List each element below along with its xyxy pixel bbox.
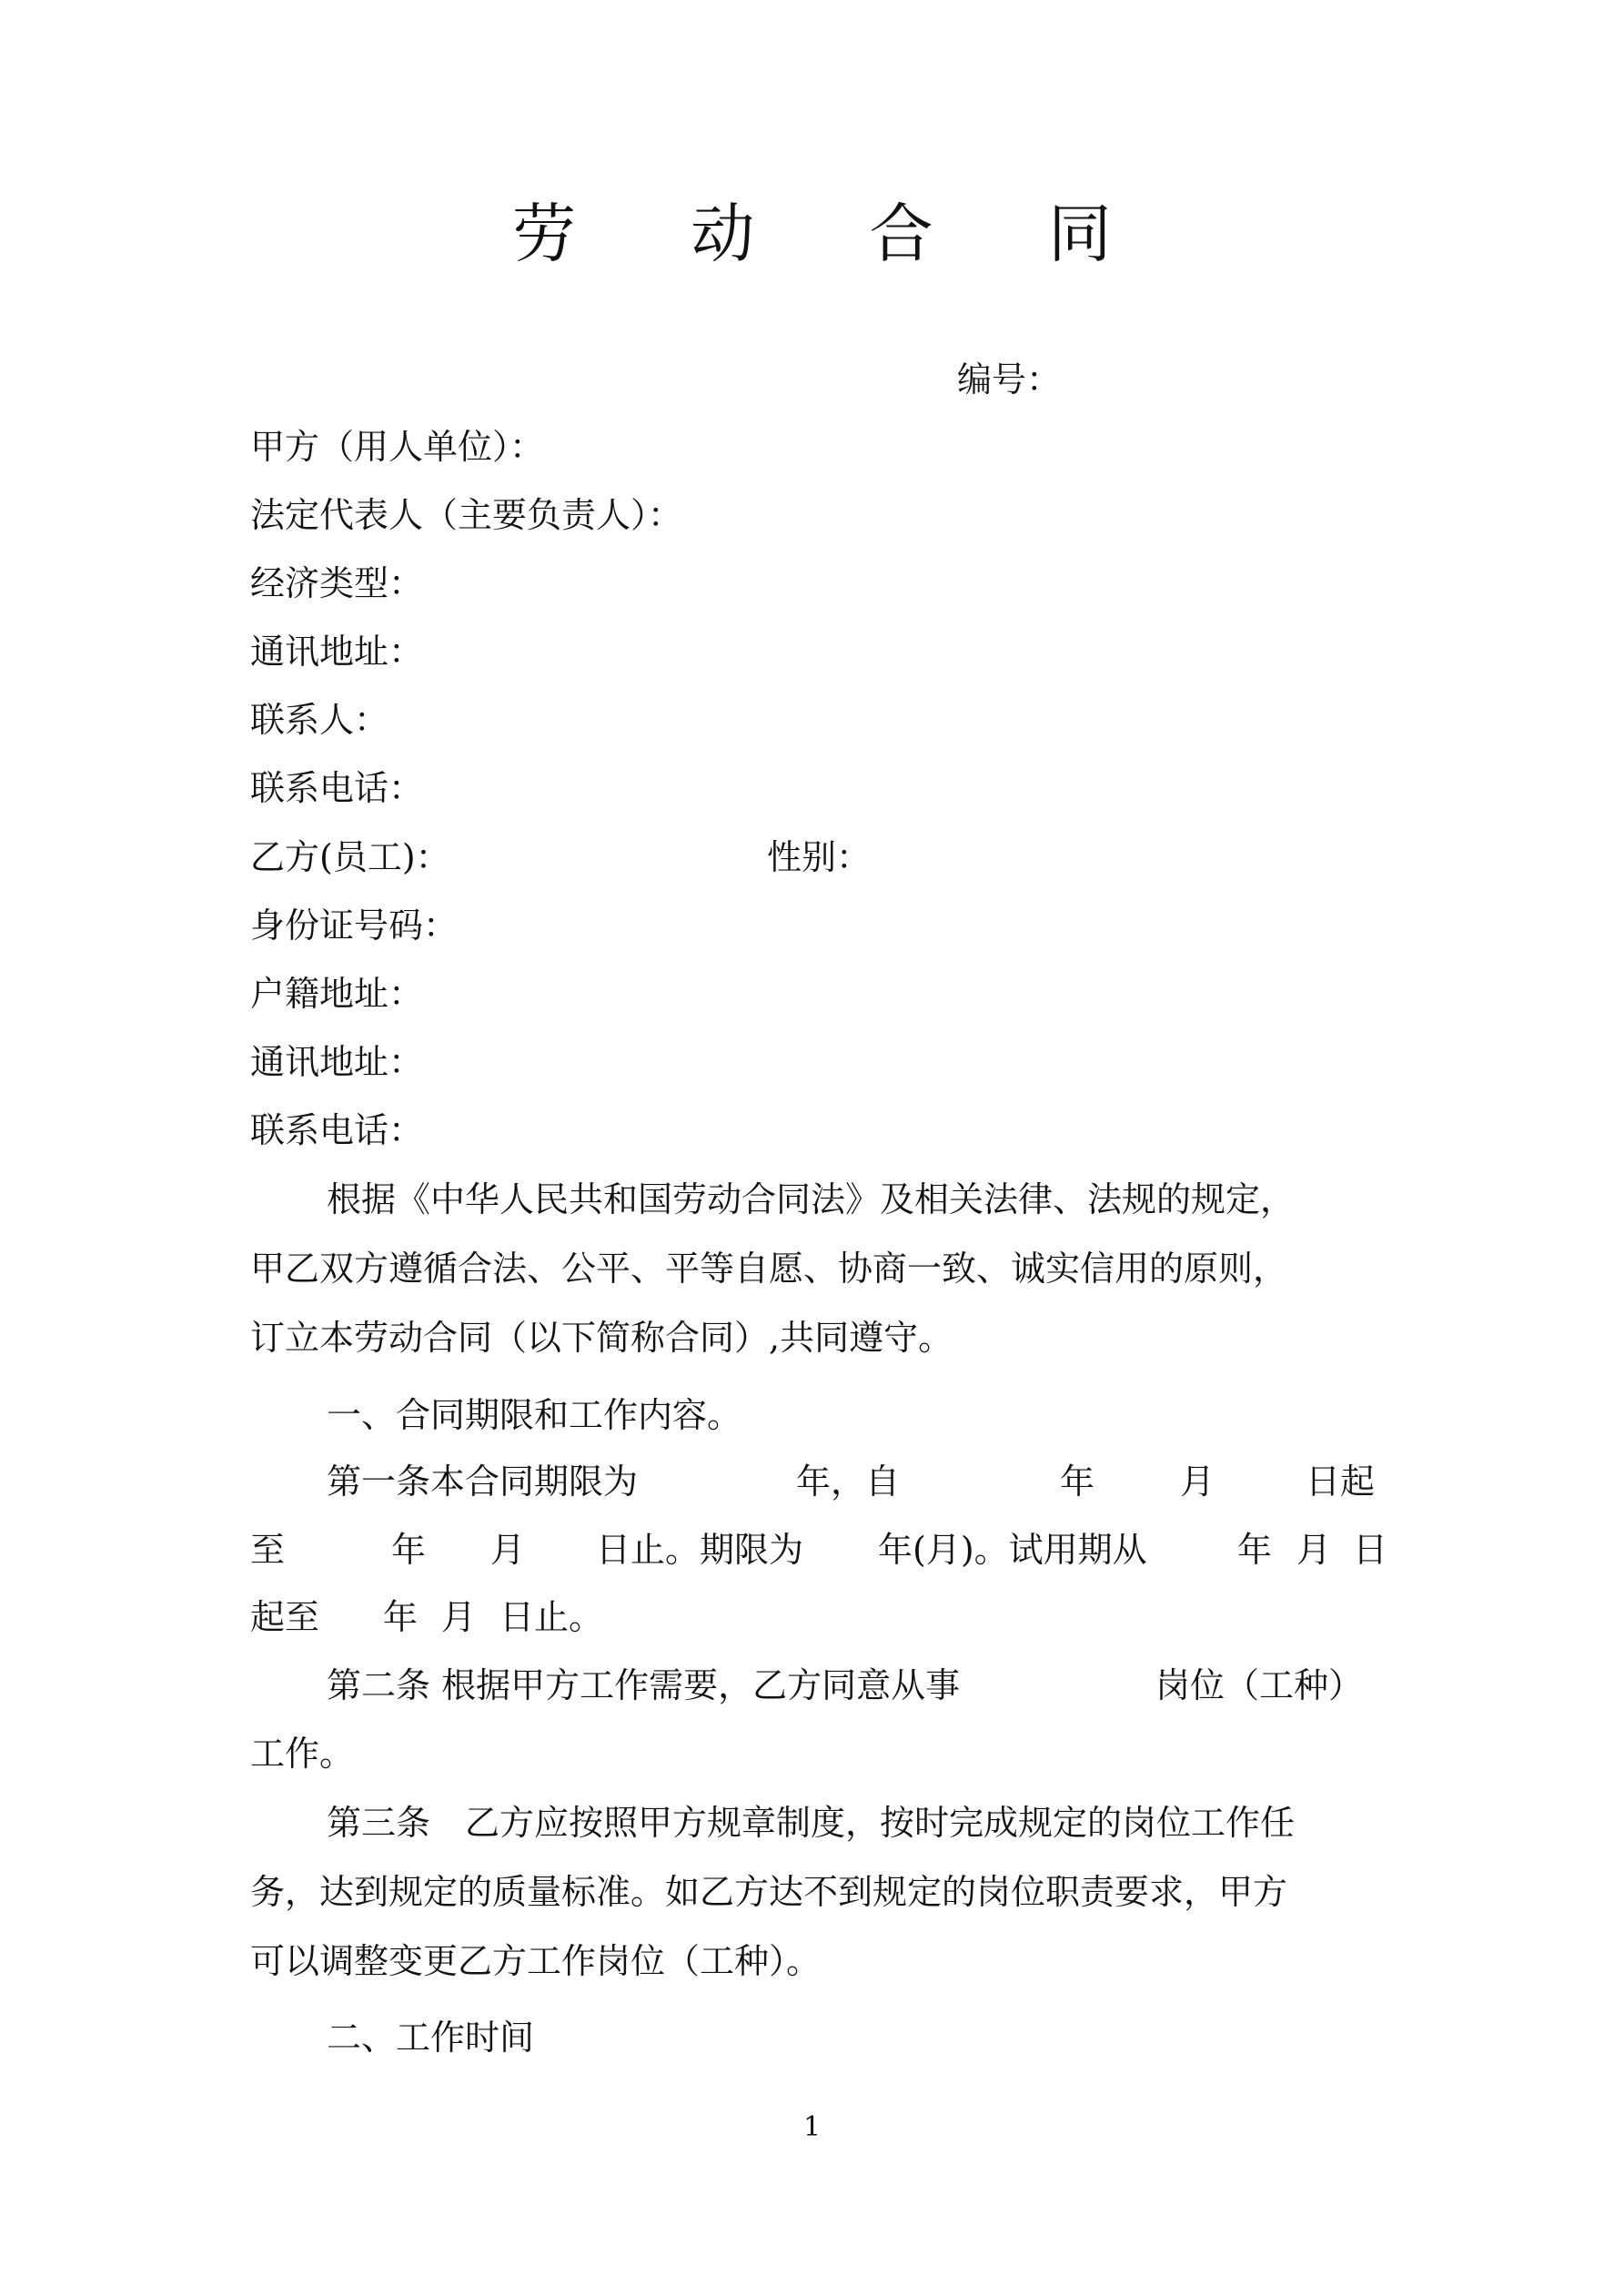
intro-line: 根据《中华人民共和国劳动合同法》及相关法律、法规的规定， xyxy=(327,1179,1296,1219)
article-1-row xyxy=(250,1459,1383,1504)
article-1-text: 月 xyxy=(490,1530,526,1570)
article-3-line: 可以调整变更乙方工作岗位（工种）。 xyxy=(250,1941,822,1981)
article-1-text: 年 xyxy=(391,1530,427,1570)
article-1-text: 第一条本合同期限为 xyxy=(327,1462,639,1502)
intro-line: 订立本劳动合同（以下简称合同）,共同遵守。 xyxy=(250,1318,953,1358)
intro-line: 甲乙双方遵循合法、公平、平等自愿、协商一致、诚实信用的原则， xyxy=(250,1249,1288,1289)
party-a-address-label: 通讯地址： xyxy=(250,632,424,672)
party-a-economic-type-label: 经济类型： xyxy=(250,563,424,603)
section-heading: 二、工作时间 xyxy=(327,2018,535,2058)
party-a-unit-label: 甲方（用人单位）： xyxy=(250,427,545,467)
document-title: 劳 动 合 同 xyxy=(512,197,1159,271)
article-1-text: 年 xyxy=(383,1597,419,1637)
party-b-household-address-label: 户籍地址： xyxy=(250,974,424,1014)
article-1-text: 至 xyxy=(250,1530,286,1570)
article-1-text: 月 xyxy=(1180,1462,1215,1502)
article-1-text: 日起 xyxy=(1306,1462,1376,1502)
article-2-row xyxy=(250,1731,1383,1776)
article-1-text: 日 xyxy=(1353,1530,1388,1570)
party-a-contact-label: 联系人： xyxy=(250,700,389,740)
article-2-text: 岗位（工种） xyxy=(1155,1665,1364,1705)
article-3-paragraph xyxy=(250,1788,1383,1996)
article-1-text: 年 xyxy=(1237,1530,1273,1570)
article-1-text: 年(月)。试用期从 xyxy=(878,1530,1147,1570)
article-1-text: 年，自 xyxy=(796,1462,901,1502)
article-1-text: 起至 xyxy=(250,1597,320,1637)
article-2-row xyxy=(250,1663,1383,1708)
article-1-text: 月 xyxy=(1296,1530,1332,1570)
party-a-phone-label: 联系电话： xyxy=(250,768,424,808)
article-1-text: 日止。期限为 xyxy=(596,1530,804,1570)
article-2-text: 工作。 xyxy=(250,1734,355,1774)
article-3-line: 务，达到规定的质量标准。如乙方达不到规定的岗位职责要求，甲方 xyxy=(250,1872,1288,1912)
article-1-row xyxy=(250,1594,1383,1640)
article-1-text: 日止。 xyxy=(499,1597,604,1637)
party-a-legal-rep-label: 法定代表人（主要负责人）： xyxy=(250,495,683,535)
party-b-id-label: 身份证号码： xyxy=(250,905,459,946)
article-3-line: 第三条 乙方应按照甲方规章制度，按时完成规定的岗位工作任 xyxy=(327,1803,1296,1843)
party-b-gender-label: 性别： xyxy=(767,837,872,877)
article-2-text: 第二条 根据甲方工作需要，乙方同意从事 xyxy=(327,1665,961,1705)
party-b-name-label: 乙方(员工)： xyxy=(250,837,450,877)
contract-number-label: 编号： xyxy=(957,359,1062,400)
article-1-text: 月 xyxy=(441,1597,477,1637)
article-1-row xyxy=(250,1527,1388,1573)
intro-paragraph xyxy=(250,1165,1383,1372)
section-heading: 一、合同期限和工作内容。 xyxy=(327,1395,742,1435)
page-number: 1 xyxy=(802,2111,822,2143)
article-1-text: 年 xyxy=(1060,1462,1095,1502)
party-b-address-label: 通讯地址： xyxy=(250,1042,424,1082)
party-b-phone-label: 联系电话： xyxy=(250,1110,424,1150)
